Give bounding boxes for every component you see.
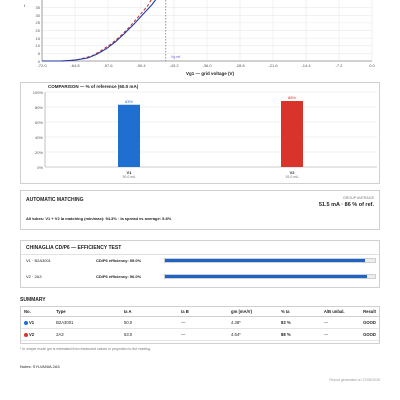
summary-header-cell: Result — [360, 307, 379, 317]
summary-cell-result: GOOD — [360, 317, 379, 329]
curve-x-tick: -64.8 — [70, 63, 80, 68]
summary-cell-ia-b: — — [178, 329, 228, 341]
efficiency-bar-track — [164, 274, 376, 279]
curve-x-tick: -43.2 — [169, 63, 179, 68]
curve-x-tick: -14.4 — [301, 63, 311, 68]
efficiency-value-label: CD/P6 efficiency: 95.0% — [96, 258, 142, 263]
summary-header-cell: Type — [53, 307, 121, 317]
curve-y-axis-letter: I — [24, 3, 26, 8]
comparison-title: COMPARISON — % of reference (60.0 mA) — [48, 84, 139, 89]
curve-y-tick: 30 — [35, 12, 40, 18]
curve-chart — [0, 0, 400, 80]
summary-header-cell: gm (mA/V) — [228, 307, 278, 317]
summary-header-row — [21, 307, 379, 317]
comparison-value-label: 88% — [287, 95, 296, 100]
summary-header-cell: Ia B — [178, 307, 228, 317]
summary-cell-ia-a: 53.0 — [121, 329, 178, 341]
summary-table — [21, 307, 379, 341]
summary-header-cell: A/B unbal. — [321, 307, 360, 317]
summary-header-cell: No. — [21, 307, 53, 317]
summary-cell-ia-a: 50.0 — [121, 317, 178, 329]
curve-y-tick: 35 — [35, 5, 40, 11]
curve-x-tick: 0.0 — [369, 63, 375, 68]
matching-card — [20, 190, 380, 230]
summary-cell-type: B2A3001 — [53, 317, 121, 329]
summary-card — [20, 306, 380, 344]
vref-label: Vg ref — [171, 55, 181, 59]
tube-color-dot — [24, 321, 28, 325]
efficiency-title: CHINAGLIA CD/P6 — EFFICIENCY TEST — [26, 245, 122, 251]
curve-y-tick: 10 — [35, 43, 40, 49]
efficiency-value-label: CD/P6 efficiency: 96.0% — [96, 274, 142, 279]
curve-y-tick: 15 — [35, 35, 40, 41]
summary-cell-result: GOOD — [360, 329, 379, 341]
curve-y-tick: 5 — [37, 50, 40, 56]
efficiency-tube-label: V1 · B2A3001 — [26, 258, 51, 263]
comparison-y-tick: 0% — [37, 164, 43, 170]
efficiency-bar-fill — [165, 275, 367, 278]
summary-cell-ia-b: — — [178, 317, 228, 329]
summary-cell-gm: 4.64* — [228, 329, 278, 341]
comparison-chart-svg — [21, 83, 381, 183]
summary-header-cell: Ia A — [121, 307, 178, 317]
curve-y-tick: 25 — [35, 20, 40, 26]
summary-cell-unbal: — — [321, 329, 360, 341]
curve-x-tick: -7.2 — [335, 63, 343, 68]
comparison-category-label: V2 — [289, 170, 295, 175]
curve-x-tick: -72.0 — [37, 63, 47, 68]
tube-color-dot — [24, 333, 28, 337]
comparison-y-tick: 40% — [34, 134, 43, 140]
notes: Notes: SYLVANIA 2A3 — [20, 364, 60, 369]
summary-cell-gm: 4.38* — [228, 317, 278, 329]
curve-x-tick: -50.4 — [136, 63, 146, 68]
comparison-y-tick: 20% — [34, 149, 43, 155]
table-row — [21, 329, 379, 341]
comparison-y-tick: 60% — [34, 119, 43, 125]
summary-footnote: * In simple mode gm is estimated from measured values in proportion to the reading. — [20, 347, 151, 351]
table-row — [21, 317, 379, 329]
summary-cell-unbal: — — [321, 317, 360, 329]
summary-cell-type: 2A3 — [53, 329, 121, 341]
summary-cell-pct: 83 % — [278, 317, 321, 329]
curve-chart-svg — [0, 0, 400, 80]
curve-x-tick: -21.6 — [268, 63, 278, 68]
summary-cell-pct: 88 % — [278, 329, 321, 341]
comparison-bar-v1 — [118, 105, 140, 167]
matching-title: AUTOMATIC MATCHING — [26, 197, 84, 203]
report-footer: Report generated on 27/05/2026 — [329, 378, 380, 382]
comparison-category-subtitle: 53.0 mA — [285, 175, 299, 179]
group-average-label: GROUP AVERAGE — [342, 196, 374, 200]
summary-cell-no — [21, 317, 53, 329]
group-average-value: 51.5 mA · 86 % of ref. — [318, 202, 374, 208]
curve-x-tick: -57.6 — [103, 63, 113, 68]
curve-y-tick: 0 — [37, 58, 40, 64]
curve-x-tick: -28.8 — [235, 63, 245, 68]
curve-x-tick: -36.0 — [202, 63, 212, 68]
summary-title: SUMMARY — [20, 297, 46, 303]
comparison-y-tick: 100% — [32, 89, 43, 95]
comparison-value-label: 83% — [124, 98, 133, 104]
efficiency-tube-label: V2 · 2A3 — [26, 274, 42, 279]
efficiency-bar-fill — [165, 259, 365, 262]
summary-cell-no — [21, 329, 53, 341]
comparison-bar-v2 — [281, 101, 303, 167]
curve-x-axis-label: Vg1 — grid voltage (V) — [185, 71, 234, 76]
curve-y-tick: 20 — [35, 28, 40, 33]
efficiency-card — [20, 240, 380, 288]
summary-header-cell: % Ia — [278, 307, 321, 317]
tube-number: V2 — [29, 332, 35, 337]
matching-description: All tubes: V1 + V2 Ia matching (min/max): 94.3% · Ia spread vs average: 5.8% — [26, 216, 172, 221]
efficiency-bar-track — [164, 258, 376, 263]
comparison-category-subtitle: 50.0 mA — [122, 175, 136, 179]
comparison-y-tick: 80% — [34, 104, 43, 110]
efficiency-divider — [21, 254, 379, 255]
comparison-card — [20, 82, 380, 184]
comparison-category-label: V1 — [126, 170, 132, 175]
tube-number: V1 — [29, 320, 35, 325]
summary-body — [21, 317, 379, 341]
